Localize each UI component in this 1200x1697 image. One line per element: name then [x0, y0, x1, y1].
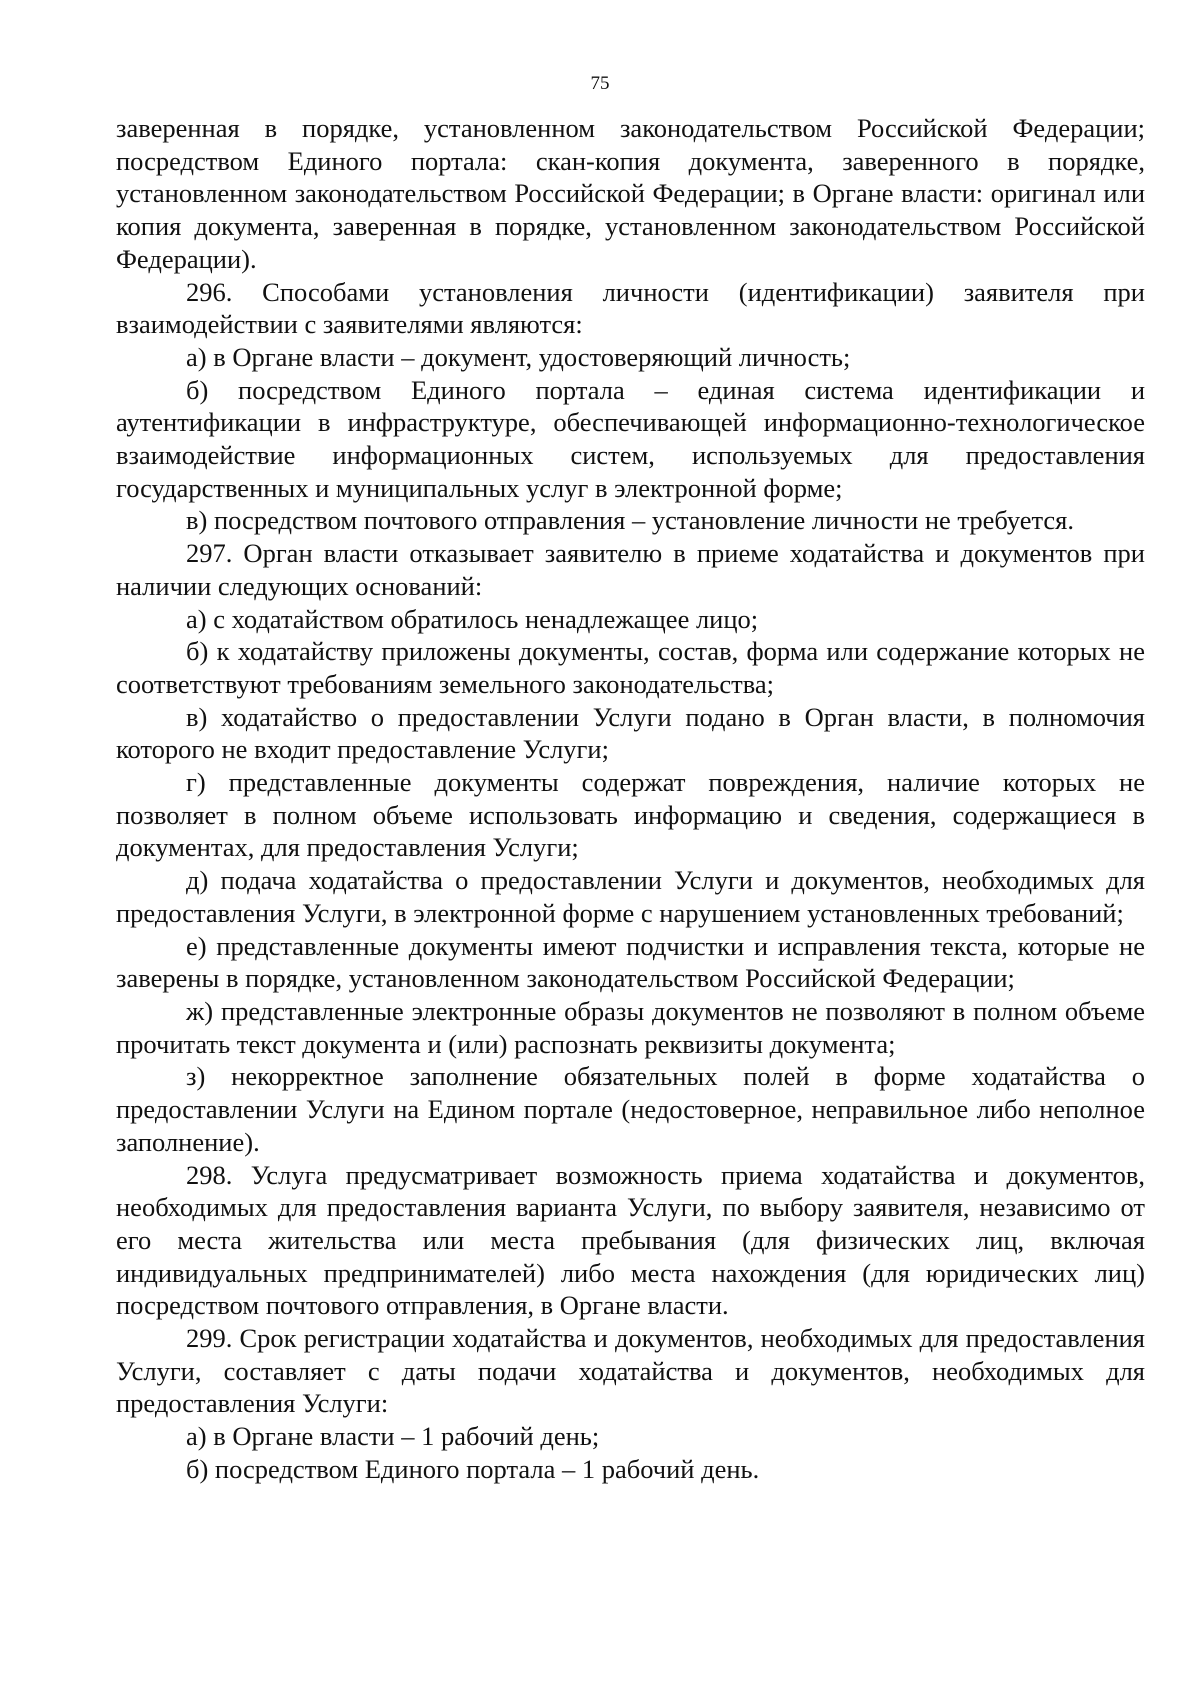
list-item-299-a: а) в Органе власти – 1 рабочий день; — [186, 1421, 600, 1452]
list-item-297-a: а) с ходатайством обратилось ненадлежащее лицо; — [186, 603, 759, 634]
paragraph-296: 296. Способами установления личности (идентификации) заявителя при взаимодействии с заявителями являются: — [116, 276, 1145, 340]
page-number: 75 — [590, 73, 610, 94]
paragraph-298: 298. Услуга предусматривает возможность приема ходатайства и документов, необходимых для предоставления варианта Услуги, по выбору заявителя, независимо от его места жительства или места пребывания (для физических лиц, включая индивидуальных предпринимателей) либо места нахождения (для юридических лиц) посредством почтового отправления, в Органе власти. — [116, 1159, 1145, 1321]
list-item-297-g: г) представленные документы содержат повреждения, наличие которых не позволяет в полном объеме использовать информацию и сведения, содержащиеся в документах, для предоставления Услуги; — [116, 767, 1145, 863]
list-item-296-b: б) посредством Единого портала – единая система идентификации и аутентификации в инфраструктуре, обеспечивающей информационно-технологическое взаимодействие информационных систем, используемых для предоставления государственных и муниципальных услуг в электронной форме; — [116, 374, 1145, 503]
list-item-297-d: д) подача ходатайства о предоставлении Услуги и документов, необходимых для предоставления Услуги, в электронной форме с нарушением установленных требований; — [116, 865, 1145, 928]
list-item-299-b: б) посредством Единого портала – 1 рабочий день. — [186, 1453, 760, 1484]
list-item-297-v: в) ходатайство о предоставлении Услуги подано в Орган власти, в полномочия которого не входит предоставление Услуги; — [116, 701, 1145, 765]
list-item-297-zh: ж) представленные электронные образы документов не позволяют в полном объеме прочитать текст документа и (или) распознать реквизиты документа; — [116, 995, 1145, 1059]
list-item-297-b: б) к ходатайству приложены документы, состав, форма или содержание которых не соответствуют требованиям земельного законодательства; — [116, 636, 1145, 699]
list-item-296-v: в) посредством почтового отправления – установление личности не требуется. — [186, 505, 1074, 536]
paragraph-299: 299. Срок регистрации ходатайства и документов, необходимых для предоставления Услуги, составляет с даты подачи ходатайства и документов, необходимых для предоставления Услуги: — [116, 1323, 1145, 1419]
paragraph-297: 297. Орган власти отказывает заявителю в приеме ходатайства и документов при наличии следующих оснований: — [116, 538, 1145, 601]
list-item-297-e: е) представленные документы имеют подчистки и исправления текста, которые не заверены в порядке, установленном законодательством Российской Федерации; — [116, 930, 1145, 994]
list-item-296-a: а) в Органе власти – документ, удостоверяющий личность; — [186, 341, 851, 372]
list-item-297-z: з) некорректное заполнение обязательных полей в форме ходатайства о предоставлении Услуги на Едином портале (недостоверное, неправильное либо неполное заполнение). — [116, 1061, 1145, 1157]
document-body — [116, 112, 1145, 1486]
paragraph-continuation: заверенная в порядке, установленном законодательством Российской Федерации; посредством Единого портала: скан-копия документа, заверенного в порядке, установленном законодательством Российской Федерации; в Органе власти: оригинал или копия документа, заверенная в порядке, установленном законодательством Российской Федерации). — [116, 113, 1145, 274]
